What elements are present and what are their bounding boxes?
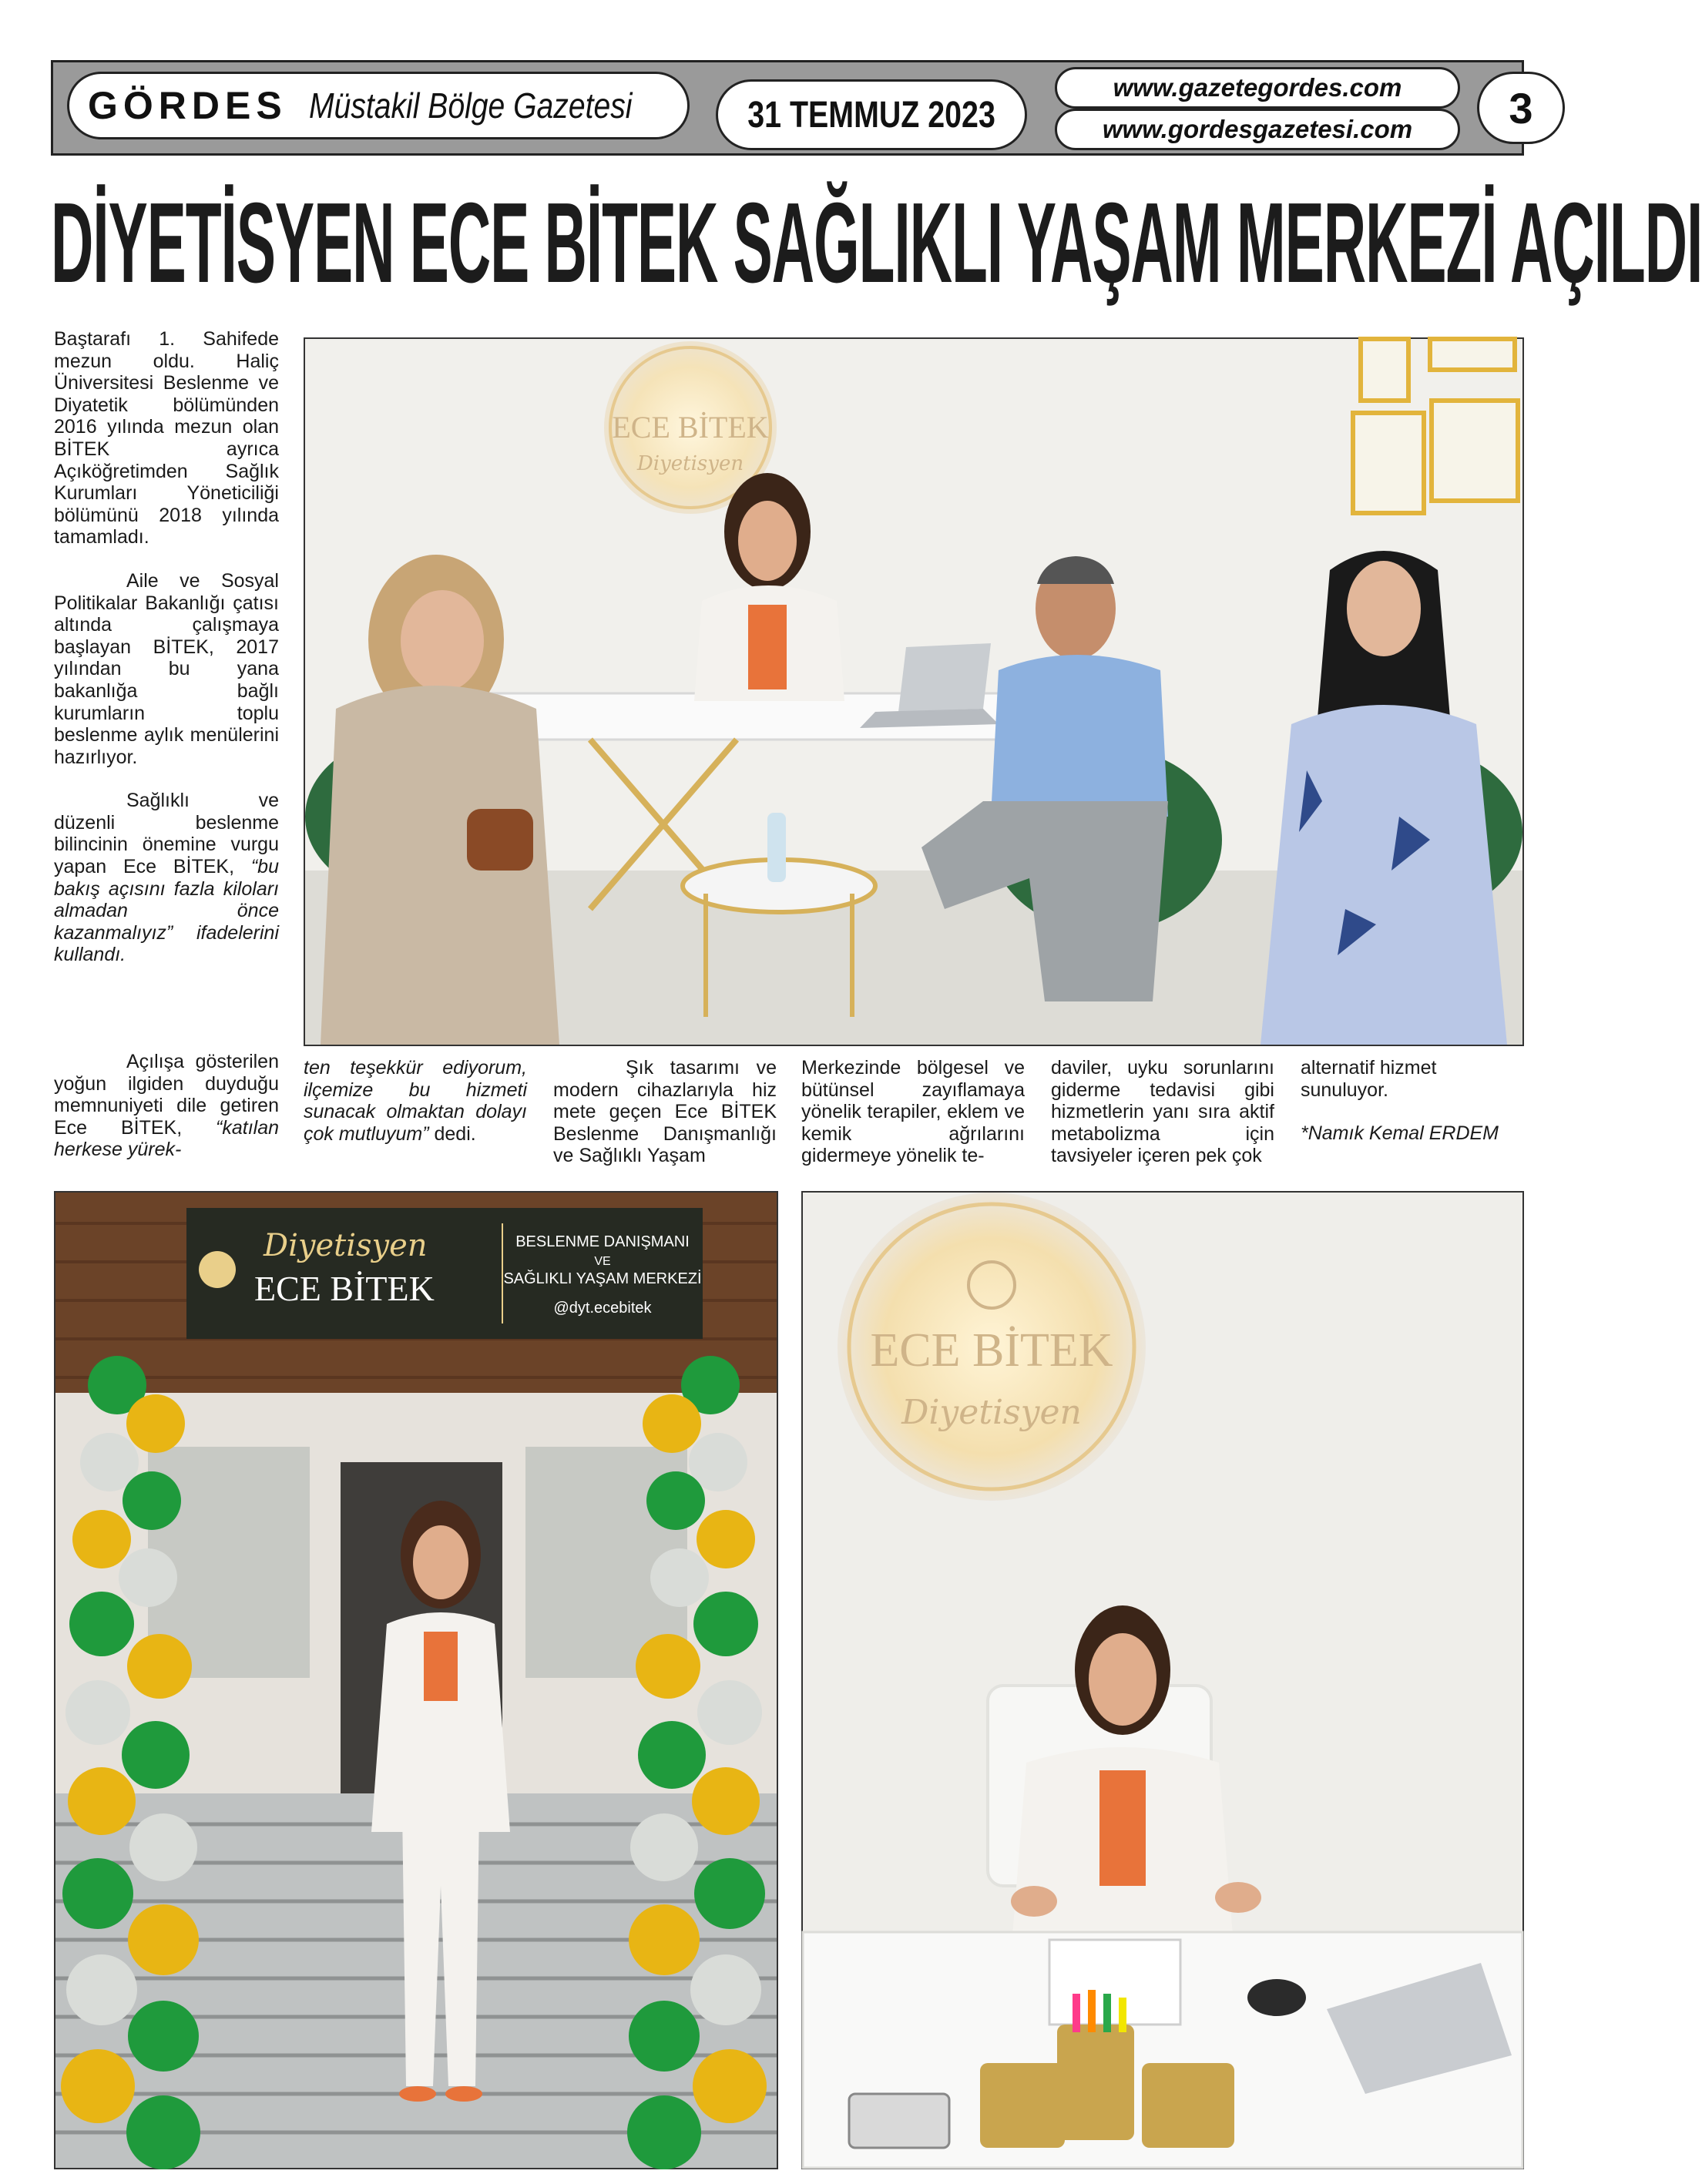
wall-logo-name: ECE BİTEK bbox=[612, 410, 769, 445]
author-credit: *Namık Kemal ERDEM bbox=[1301, 1122, 1499, 1145]
website-url-1[interactable]: www.gazetegordes.com bbox=[1055, 67, 1460, 109]
article-column-5 bbox=[1051, 1057, 1274, 1189]
quote-text: ten teşekkür ediyorum, ilçemize bu hizmeti sunacak olmaktan dolayı çok mutluyum” bbox=[304, 1057, 527, 1145]
newspaper-name: GÖRDES bbox=[88, 84, 287, 127]
masthead bbox=[51, 60, 1533, 156]
wall-certificates bbox=[1353, 339, 1518, 513]
paragraph-text: Sağlıklı ve düzenli beslenme bilincinin önemine vurgu yapan Ece BİTEK, bbox=[54, 790, 279, 878]
desk-illustration bbox=[803, 1193, 1522, 2168]
headline-container bbox=[51, 179, 1702, 307]
sign-name: ECE BİTEK bbox=[254, 1269, 435, 1308]
article-column-1-continued bbox=[54, 1051, 279, 1183]
issue-date-box bbox=[716, 79, 1027, 150]
gold-basket bbox=[980, 2063, 1065, 2148]
pen-holder bbox=[1057, 2025, 1134, 2140]
quote-text: “bu bakış açısını fazla kiloları almadan önce kazanmalıyız” ifadelerini kullandı. bbox=[54, 856, 279, 966]
website-url-2[interactable]: www.gordesgazetesi.com bbox=[1055, 109, 1460, 150]
article-paragraph: Merkezinde bölgesel ve bütünsel zayıflamaya yönelik terapiler, eklem ve kemik ağrılarını gidermeye yönelik te- bbox=[801, 1057, 1025, 1167]
article-column-6 bbox=[1301, 1057, 1521, 1145]
sign-line-1: BESLENME DANIŞMANI bbox=[515, 1233, 690, 1250]
gold-tray bbox=[1142, 2063, 1234, 2148]
wall-logo-name: ECE BİTEK bbox=[870, 1324, 1113, 1377]
entrance-illustration bbox=[55, 1193, 777, 2168]
article-column-2 bbox=[304, 1057, 527, 1166]
article-column-4 bbox=[801, 1057, 1025, 1189]
article-column-3 bbox=[553, 1057, 777, 1189]
article-paragraph: Aile ve Sosyal Politikalar Bakanlığı çatısı altında çalışmaya başlayan BİTEK, 2017 yılından bu yana bakanlığa bağlı kurumların toplu beslenme aylık menülerini hazırlıyor. bbox=[54, 569, 279, 768]
wall-logo bbox=[838, 1193, 1146, 1501]
article-paragraph: Baştarafı 1. Sahifede mezun oldu. Haliç Üniversitesi Beslenme ve Diyatetik bölümünden 2016 yılında mezun olan BİTEK ayrıca Açıköğretimden Sağlık Kurumları Yöneticiliği bölümünü 2018 yılında tamamladı. bbox=[54, 328, 279, 549]
article-paragraph: daviler, uyku sorunlarını giderme tedavisi gibi hizmetlerin yanı sıra aktif metabolizma için tavsiyeler içeren pek çok bbox=[1051, 1057, 1274, 1167]
paragraph-text: dedi. bbox=[428, 1122, 476, 1145]
document-clipboard bbox=[1049, 1940, 1180, 2025]
page-number: 3 bbox=[1477, 72, 1565, 144]
headline: DİYETİSYEN ECE BİTEK SAĞLIKLI YAŞAM MERKEZİ AÇILDI bbox=[51, 179, 1702, 307]
article-paragraph bbox=[54, 790, 279, 966]
photo-office-group bbox=[304, 337, 1524, 1046]
computer-mouse bbox=[1247, 1979, 1306, 2016]
wall-logo-script: Diyetisyen bbox=[636, 452, 744, 475]
article-column-1 bbox=[54, 328, 279, 988]
photo-entrance-balloons bbox=[54, 1191, 778, 2169]
article-paragraph: alternatif hizmet sunuluyor. bbox=[1301, 1057, 1437, 1101]
calculator bbox=[849, 2094, 949, 2148]
photo-dietitian-desk bbox=[801, 1191, 1524, 2169]
shop-sign bbox=[186, 1208, 703, 1339]
article-paragraph: Şık tasarımı ve modern cihazlarıyla hiz mete geçen Ece BİTEK Beslenme Danışmanlığı ve Sağlıklı Yaşam bbox=[553, 1057, 777, 1167]
sign-script: Diyetisyen bbox=[264, 1228, 428, 1263]
issue-date: 31 TEMMUZ 2023 bbox=[747, 94, 995, 136]
sign-line-3: SAĞLIKLI YAŞAM MERKEZİ bbox=[503, 1270, 702, 1287]
newspaper-subtitle: Müstakil Bölge Gazetesi bbox=[308, 86, 633, 126]
wall-logo-script: Diyetisyen bbox=[901, 1393, 1082, 1432]
sign-handle: @dyt.ecebitek bbox=[553, 1300, 652, 1317]
article-paragraph bbox=[304, 1057, 527, 1145]
masthead-brand bbox=[67, 72, 690, 139]
paragraph-text: Açılışa gösterilen yoğun ilgiden duyduğu memnuniyeti dile getiren Ece BİTEK, bbox=[54, 1051, 279, 1139]
sign-line-2: VE bbox=[594, 1255, 611, 1268]
quote-text: “katılan herkese yürek- bbox=[54, 1116, 279, 1161]
office-group-illustration bbox=[305, 339, 1522, 1045]
article-paragraph bbox=[54, 1051, 279, 1161]
